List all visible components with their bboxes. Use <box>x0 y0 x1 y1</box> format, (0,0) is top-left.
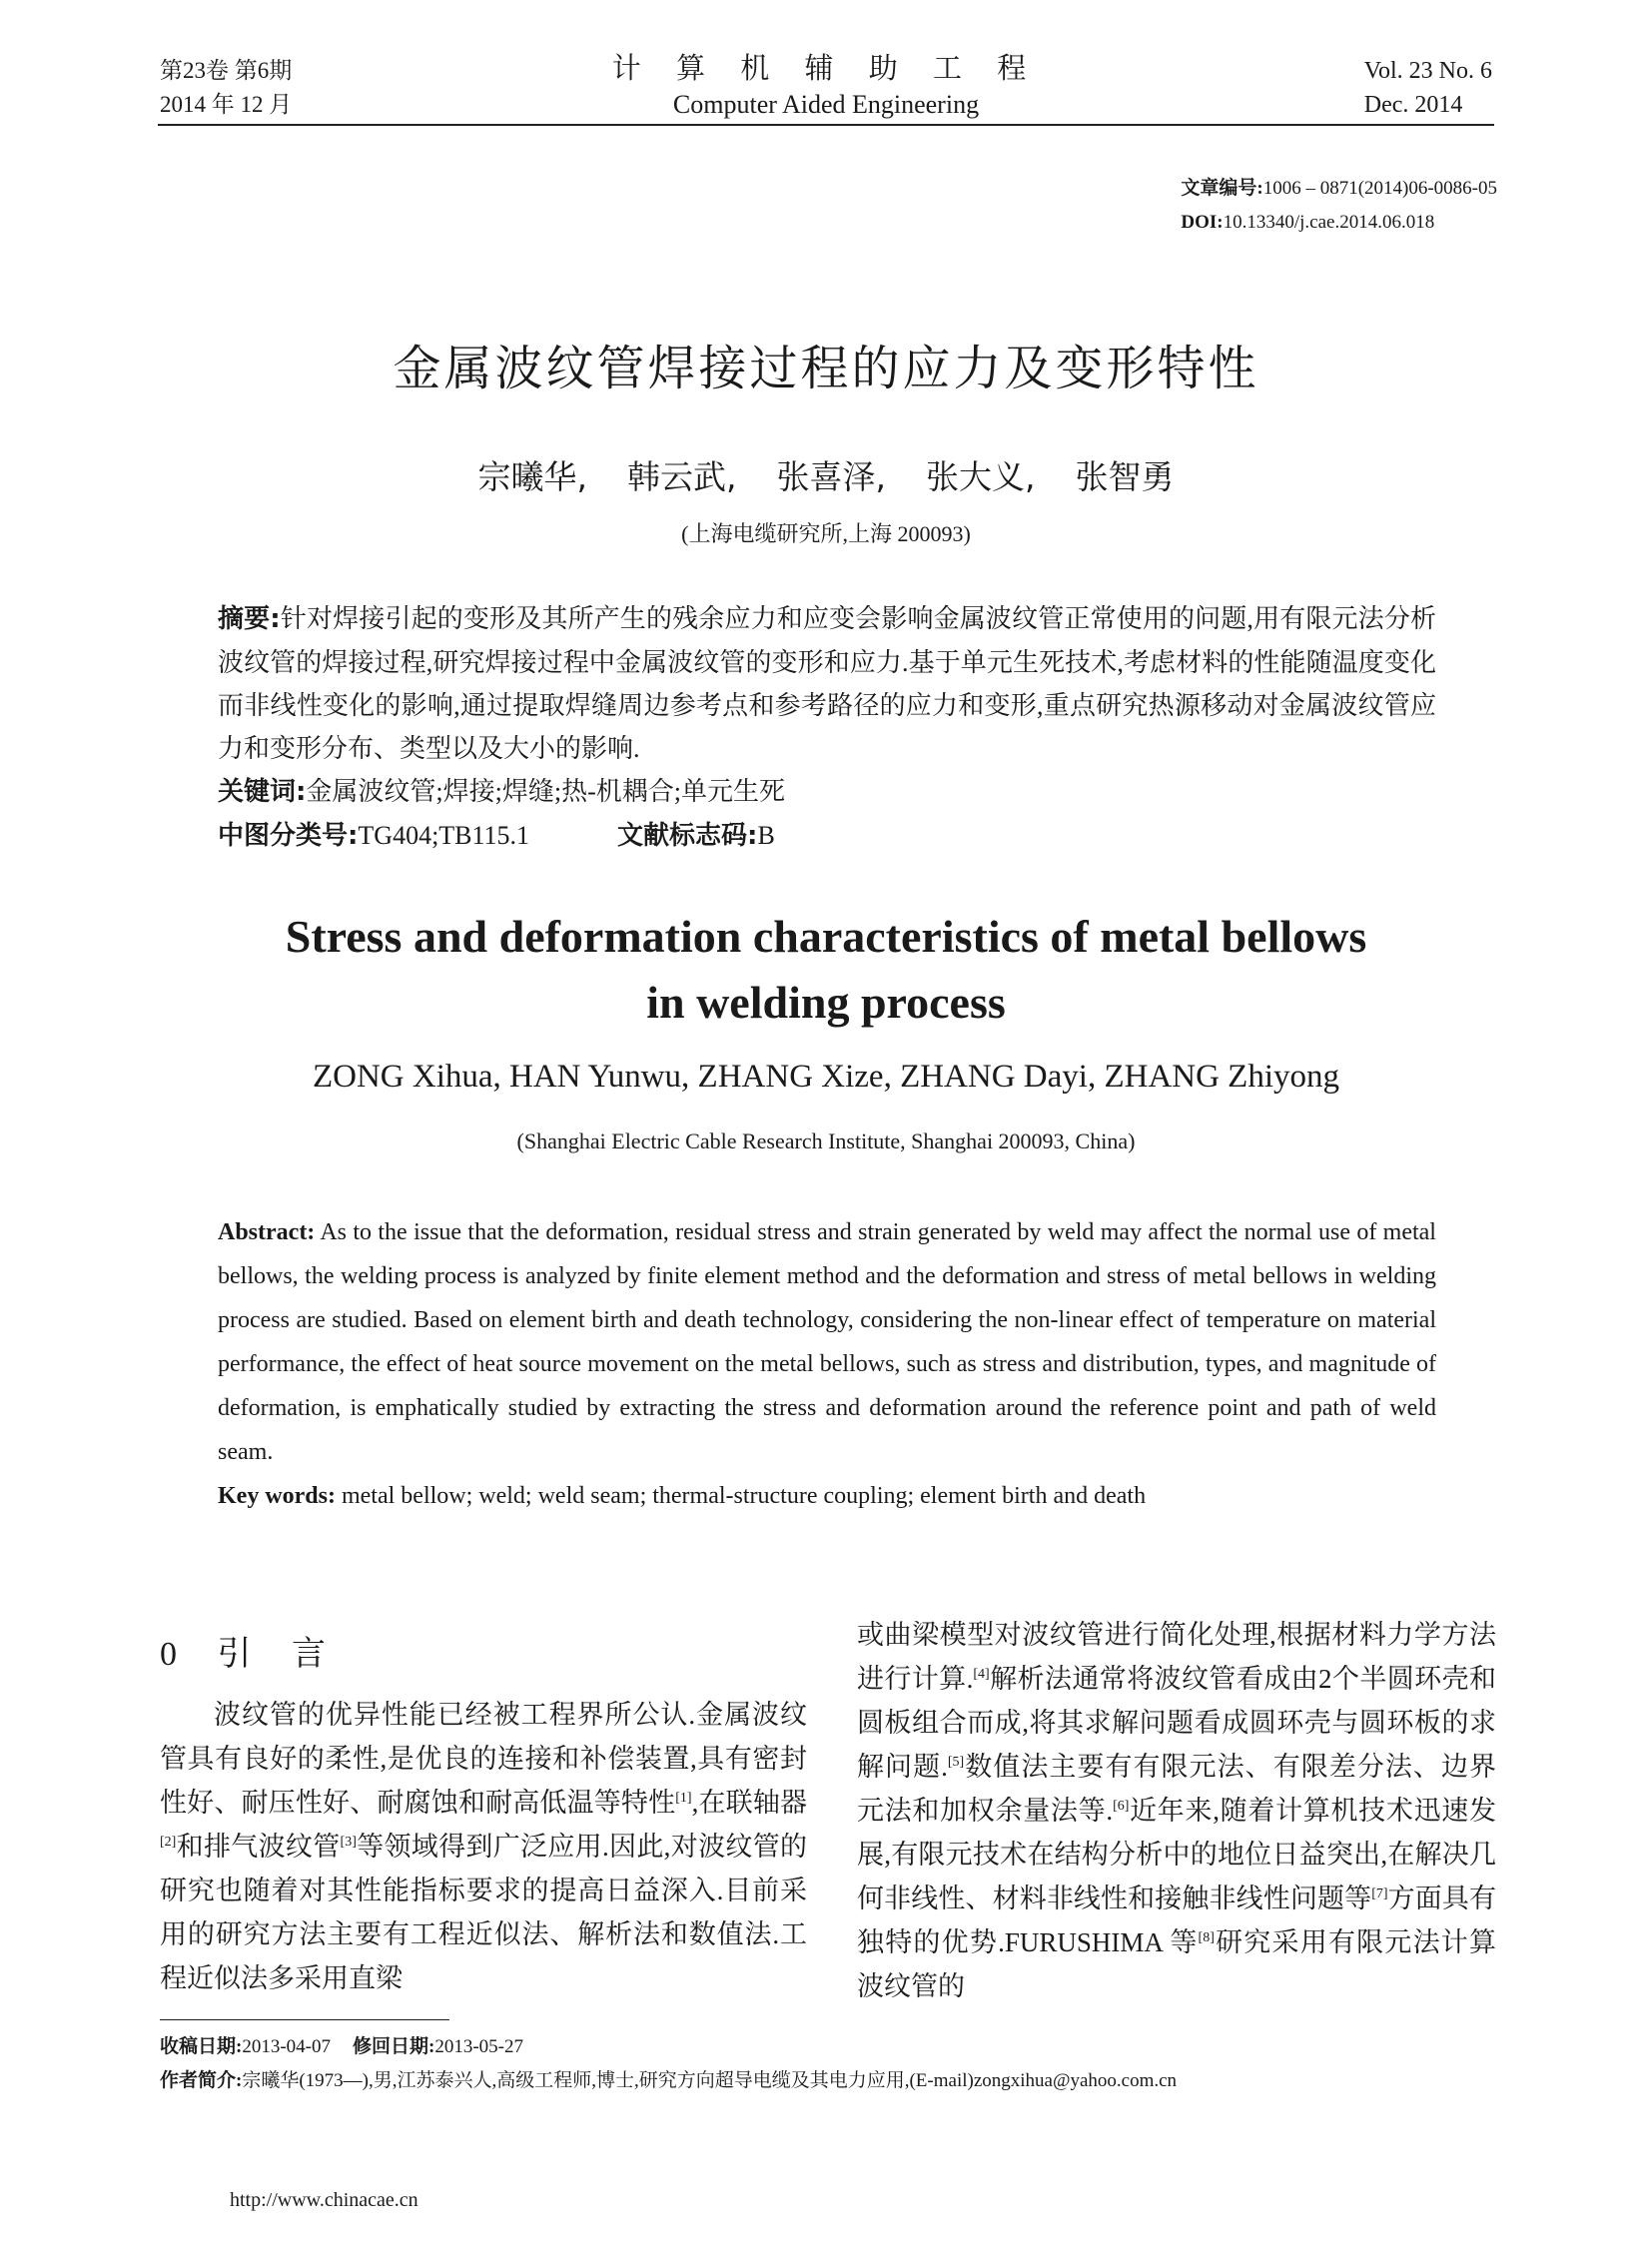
citation-ref[interactable]: [2] <box>160 1835 177 1850</box>
author-cn-1: 宗曦华, <box>477 457 587 496</box>
citation-ref[interactable]: [1] <box>675 1791 692 1806</box>
received-date: 2013-04-07 <box>242 2036 331 2057</box>
body-column-left <box>160 1693 807 2000</box>
citation-ref[interactable]: [8] <box>1198 1930 1215 1945</box>
abstract-cn-label: 摘要: <box>218 604 281 634</box>
footnote-rule <box>160 2019 449 2020</box>
header-volume-en <box>1364 54 1492 122</box>
abstract-en-label: Abstract: <box>218 1219 316 1245</box>
citation-ref[interactable]: [3] <box>340 1835 357 1850</box>
abstract-cn <box>218 597 1436 858</box>
body-right-text-6: 研究采用有限元法计算波纹管的 <box>857 1927 1497 2001</box>
author-cn-2: 韩云武, <box>627 457 737 496</box>
authors-cn <box>0 451 1652 498</box>
bio-label: 作者简介: <box>160 2070 243 2091</box>
clc-number: TG404;TB115.1 <box>358 821 530 850</box>
author-cn-3: 张喜泽, <box>776 457 886 496</box>
received-label: 收稿日期: <box>160 2036 243 2057</box>
body-right-text-2: 解析法通常将波纹管看成由2个半圆环壳和圆板组合而成,将其求解问题看成圆环壳与圆环板的求解问题. <box>857 1664 1497 1782</box>
body-column-right <box>857 1613 1496 2008</box>
paper-title-cn: 金属波纹管焊接过程的应力及变形特性 <box>393 341 1259 396</box>
citation-ref[interactable]: [4] <box>973 1667 990 1682</box>
doi-value: 10.13340/j.cae.2014.06.018 <box>1223 212 1435 233</box>
keywords-en-label: Key words: <box>218 1483 336 1509</box>
doc-code-label: 文献标志码: <box>617 821 758 851</box>
paper-title-en <box>0 904 1652 1036</box>
body-right-text-4: 近年来,随着计算机技术迅速发展,有限元技术在结构分析中的地位日益突出,在解决几何非线性、材料非线性和接触非线性问题等 <box>857 1796 1496 1913</box>
revised-date: 2013-05-27 <box>434 2036 523 2057</box>
article-no: 1006 – 0871(2014)06-0086-05 <box>1262 178 1497 199</box>
journal-name-en: Computer Aided Engineering <box>672 90 980 119</box>
citation-ref[interactable]: [6] <box>1113 1799 1130 1814</box>
author-cn-5: 张智勇 <box>1075 457 1175 496</box>
body-right-text-5: 方面具有独特的优势.FURUSHIMA 等 <box>857 1884 1497 1957</box>
body-left-text-2: ,在联轴器 <box>691 1788 808 1818</box>
header-month-year: Dec. 2014 <box>1363 92 1463 118</box>
body-right-text-1: 或曲梁模型对波纹管进行简化处理,根据材料力学方法进行计算. <box>857 1620 1496 1694</box>
affiliation-cn: (上海电缆研究所,上海 200093) <box>681 521 971 546</box>
article-no-label: 文章编号: <box>1181 178 1263 199</box>
citation-ref[interactable]: [5] <box>947 1755 965 1770</box>
keywords-cn: 金属波纹管;焊接;焊缝;热-机耦合;单元生死 <box>306 777 785 806</box>
affiliation-en: (Shanghai Electric Cable Research Institute, Shanghai 200093, China) <box>516 1129 1136 1153</box>
journal-url[interactable]: http://www.chinacae.cn <box>230 2189 418 2211</box>
journal-name-cn: 计 算 机 辅 助 工 程 <box>611 53 1041 85</box>
body-left-text-3: 和排气波纹管 <box>176 1832 341 1862</box>
author-cn-4: 张大义, <box>926 457 1036 496</box>
title-en-line1: Stress and deformation characteristics of metal bellows <box>285 911 1367 962</box>
header-rule <box>158 124 1494 126</box>
abstract-cn-text: 针对焊接引起的变形及其所产生的残余应力和应变会影响金属波纹管正常使用的问题,用有限元法分析波纹管的焊接过程,研究焊接过程中金属波纹管的变形和应力.基于单元生死技术,考虑材料的性能随温度变化而非线性变化的影响,通过提取焊缝周边参考点和参考路径的应力和变形,重点研究热源移动对金属波纹管应力和变形分布、类型以及大小的影响. <box>218 604 1436 763</box>
body-right-text-3: 数值法主要有有限元法、有限差分法、边界元法和加权余量法等. <box>857 1752 1497 1826</box>
doi-label: DOI: <box>1181 212 1224 233</box>
keywords-cn-label: 关键词: <box>218 777 307 807</box>
clc-label: 中图分类号: <box>218 821 359 851</box>
footnote <box>160 2030 1177 2098</box>
header-vol-no: Vol. 23 No. 6 <box>1363 58 1492 84</box>
abstract-en <box>218 1210 1436 1518</box>
header-date: 2014 年 12 月 <box>160 92 293 117</box>
keywords-en: metal bellow; weld; weld seam; thermal-structure coupling; element birth and death <box>341 1483 1147 1509</box>
citation-ref[interactable]: [7] <box>1371 1886 1388 1901</box>
doc-code: B <box>757 821 775 850</box>
revised-label: 修回日期: <box>352 2036 435 2057</box>
authors-en: ZONG Xihua, HAN Yunwu, ZHANG Xize, ZHANG Dayi, ZHANG Zhiyong <box>312 1059 1340 1095</box>
body-left-text-4: 等领域得到广泛应用.因此,对波纹管的研究也随着对其性能指标要求的提高日益深入.目前采用的研究方法主要有工程近似法、解析法和数值法.工程近似法多采用直梁 <box>160 1832 808 1993</box>
abstract-en-text: As to the issue that the deformation, residual stress and strain generated by weld may affect the normal use of metal bellows, the welding process is analyzed by finite element method and the deformation and stress of metal bellows in welding process are studied. Based on element birth and death technology, considering the non-linear effect of temperature on material performance, the effect of heat source movement on the metal bellows, such as stress and distribution, types, and magnitude of deformation, is emphatically studied by extracting the stress and deformation around the reference point and path of weld seam. <box>218 1219 1436 1465</box>
body-left-text-1: 波纹管的优异性能已经被工程界所公认.金属波纹管具有良好的柔性,是优良的连接和补偿装置,具有密封性好、耐压性好、耐腐蚀和耐高低温等特性 <box>160 1700 807 1818</box>
author-bio: 宗曦华(1973—),男,江苏泰兴人,高级工程师,博士,研究方向超导电缆及其电力应用,(E-mail)zongxihua@yahoo.com.cn <box>242 2070 1178 2091</box>
section-heading: 0 引 言 <box>160 1636 342 1673</box>
header-volume-issue: 第23卷 第6期 <box>160 58 293 83</box>
title-en-line2: in welding process <box>646 977 1006 1028</box>
article-meta <box>1181 172 1497 240</box>
